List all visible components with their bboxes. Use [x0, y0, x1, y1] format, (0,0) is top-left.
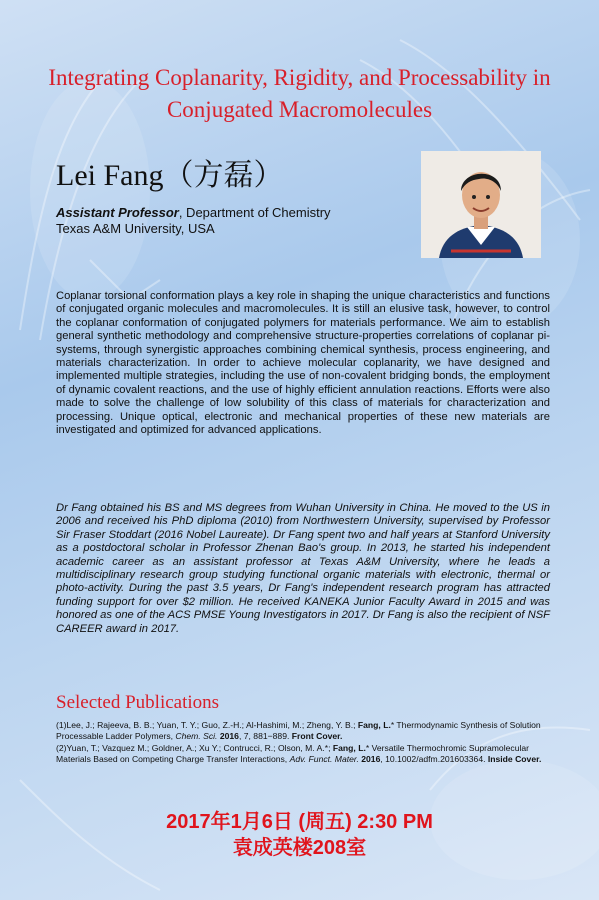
publications-list — [56, 720, 550, 765]
speaker-university: Texas A&M University, USA — [56, 221, 215, 236]
speaker-name: Lei Fang（方磊） — [56, 159, 284, 192]
talk-title-line-1: Integrating Coplanarity, Rigidity, and Processability in — [48, 65, 551, 90]
publication-item: (1)Lee, J.; Rajeeva, B. B.; Yuan, T. Y.; Guo, Z.-H.; Al-Hashimi, M.; Zheng, Y. B.; Fang, L.* Thermodynamic Synthesis of Solution Processable Ladder Polymers, Chem. Sci. 2016, 7, 881−889. Front Cover. — [56, 720, 541, 742]
event-date-time: 2017年1月6日 (周五) 2:30 PM — [166, 811, 433, 833]
talk-title — [20, 62, 579, 126]
abstract: Coplanar torsional conformation plays a key role in shaping the unique characteristics and functions of conjugated organic molecules and macromolecules. It is still an elusive task, however, to control the coplanar conformation of conjugated polymers for materials performance. We aim to establish general synthetic methodology and comprehensive structure-properties correlations of coplanar pi-systems, through synergistic approaches combining chemical synthesis, process engineering, and materials characterization. In order to achieve molecular coplanarity, we have designed and implemented multiple strategies, including the use of non-covalent bridging bonds, the employment of dynamic covalent reactions, and the use of highly efficient annulation reactions. Efforts were also made to solve the challenge of low solubility of this class of materials for characterization and processing. Unique optical, electronic and mechanical properties of these new materials are investigated and optimized for advanced applications. — [56, 290, 550, 437]
speaker-affiliation — [56, 205, 331, 237]
speaker-photo — [421, 151, 541, 258]
speaker-role: Assistant Professor — [56, 205, 179, 220]
speaker-biography: Dr Fang obtained his BS and MS degrees from Wuhan University in China. He moved to the US in 2006 and received his PhD diploma (2010) from Northwestern University, supervised by Professor Sir Fraser Stoddart (2016 Nobel Laureate). Dr Fang spent two and half years at Stanford University as a postdoctoral scholar in Professor Zhenan Bao's group. In 2013, he started his independent academic career as an assistant professor at Texas A&M University, where he leads a multidisciplinary research group studying functional organic materials with electronic, thermal or photo-activity. During the past 3.5 years, Dr Fang's independent research program has attracted funding support for over $2 million. He received KANEKA Junior Faculty Award in 2015 and was honored as one of the ACS PMSE Young Investigators in 2017. Dr Fang is also the recipient of NSF CAREER award in 2017. — [56, 502, 550, 635]
publication-item: (2)Yuan, T.; Vazquez M.; Goldner, A.; Xu Y.; Contrucci, R.; Olson, M. A.*; Fang, L.* Versatile Thermochromic Supramolecular Materials Based on Competing Charge Transfer Interactions, Adv. Funct. Mater. 2016, 10.1002/adfm.201603364. Inside Cover. — [56, 742, 542, 764]
event-venue: 袁成英楼208室 — [232, 837, 367, 859]
talk-title-line-2: Conjugated Macromolecules — [166, 97, 433, 122]
publications-heading: Selected Publications — [56, 692, 220, 713]
speaker-department: , Department of Chemistry — [178, 205, 331, 220]
